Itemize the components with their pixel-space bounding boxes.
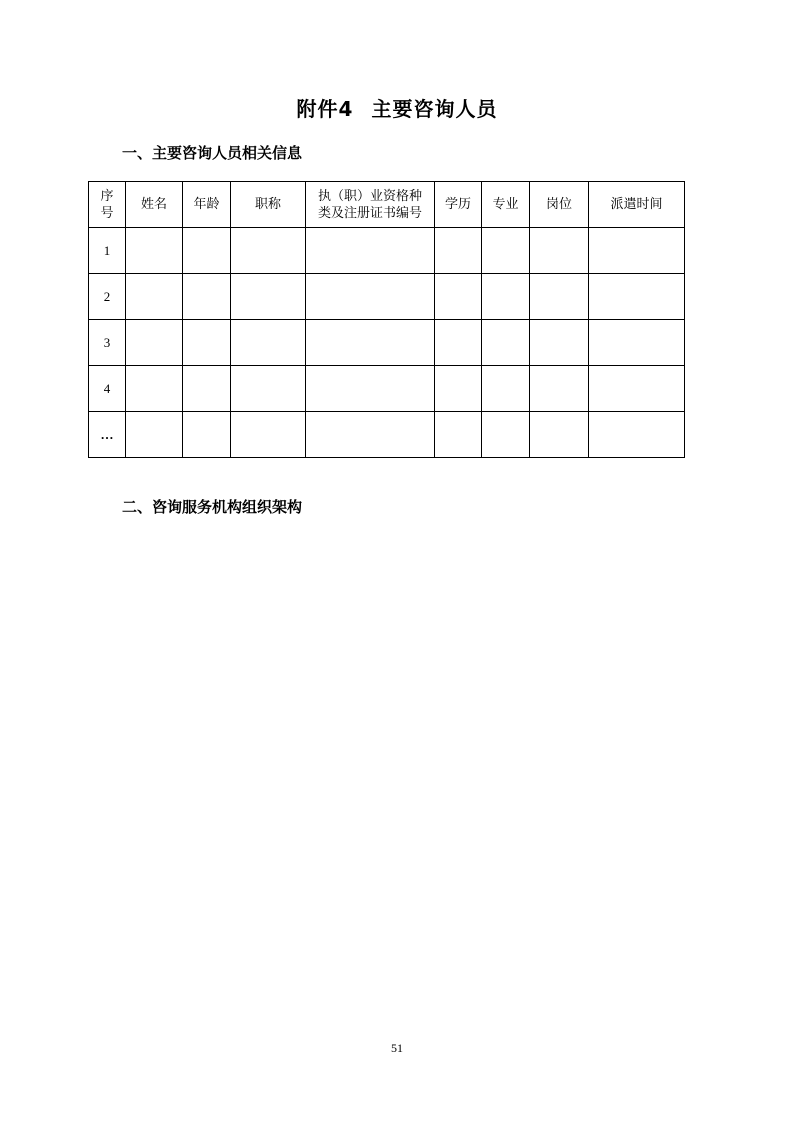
header-dispatch-time: 派遣时间: [589, 182, 685, 228]
cell-title[interactable]: [231, 366, 306, 412]
cell-title[interactable]: [231, 412, 306, 458]
header-name: 姓名: [126, 182, 183, 228]
header-age: 年龄: [183, 182, 231, 228]
cell-position[interactable]: [530, 274, 589, 320]
table-row: [89, 274, 685, 320]
cell-age[interactable]: [183, 320, 231, 366]
cell-name[interactable]: [126, 366, 183, 412]
header-title: 职称: [231, 182, 306, 228]
cell-education[interactable]: [435, 366, 482, 412]
cell-dispatch-time[interactable]: [589, 228, 685, 274]
staff-info-table: [88, 181, 685, 458]
table-row: [89, 320, 685, 366]
cell-age[interactable]: [183, 274, 231, 320]
table-row: [89, 412, 685, 458]
cell-qualification[interactable]: [306, 274, 435, 320]
table-row: [89, 228, 685, 274]
header-education: 学历: [435, 182, 482, 228]
document-title: [0, 94, 794, 124]
row-serial: …: [89, 412, 126, 458]
cell-education[interactable]: [435, 274, 482, 320]
cell-position[interactable]: [530, 320, 589, 366]
cell-position[interactable]: [530, 412, 589, 458]
page-number: 51: [391, 1041, 403, 1055]
cell-position[interactable]: [530, 366, 589, 412]
row-serial: 1: [89, 228, 126, 274]
cell-dispatch-time[interactable]: [589, 412, 685, 458]
cell-title[interactable]: [231, 228, 306, 274]
cell-age[interactable]: [183, 366, 231, 412]
table-header-row: [89, 182, 685, 228]
cell-title[interactable]: [231, 320, 306, 366]
cell-education[interactable]: [435, 228, 482, 274]
cell-age[interactable]: [183, 412, 231, 458]
cell-major[interactable]: [482, 320, 530, 366]
header-major: 专业: [482, 182, 530, 228]
cell-qualification[interactable]: [306, 412, 435, 458]
table-row: [89, 366, 685, 412]
cell-dispatch-time[interactable]: [589, 366, 685, 412]
header-position: 岗位: [530, 182, 589, 228]
cell-title[interactable]: [231, 274, 306, 320]
title-text: 主要咨询人员: [371, 97, 498, 121]
cell-qualification[interactable]: [306, 320, 435, 366]
row-serial: 4: [89, 366, 126, 412]
cell-major[interactable]: [482, 274, 530, 320]
row-serial: 3: [89, 320, 126, 366]
cell-position[interactable]: [530, 228, 589, 274]
cell-education[interactable]: [435, 412, 482, 458]
cell-major[interactable]: [482, 366, 530, 412]
cell-name[interactable]: [126, 274, 183, 320]
section-heading-staff-info: 一、主要咨询人员相关信息: [122, 144, 303, 162]
attachment-label: 附件4: [296, 97, 354, 121]
header-serial: 序号: [89, 182, 126, 228]
cell-major[interactable]: [482, 412, 530, 458]
cell-name[interactable]: [126, 228, 183, 274]
cell-dispatch-time[interactable]: [589, 320, 685, 366]
cell-qualification[interactable]: [306, 366, 435, 412]
header-qualification: 执（职）业资格种类及注册证书编号: [306, 182, 435, 228]
section-heading-org-structure: 二、咨询服务机构组织架构: [122, 498, 303, 516]
cell-dispatch-time[interactable]: [589, 274, 685, 320]
cell-name[interactable]: [126, 412, 183, 458]
cell-name[interactable]: [126, 320, 183, 366]
cell-qualification[interactable]: [306, 228, 435, 274]
row-serial: 2: [89, 274, 126, 320]
cell-major[interactable]: [482, 228, 530, 274]
cell-age[interactable]: [183, 228, 231, 274]
cell-education[interactable]: [435, 320, 482, 366]
